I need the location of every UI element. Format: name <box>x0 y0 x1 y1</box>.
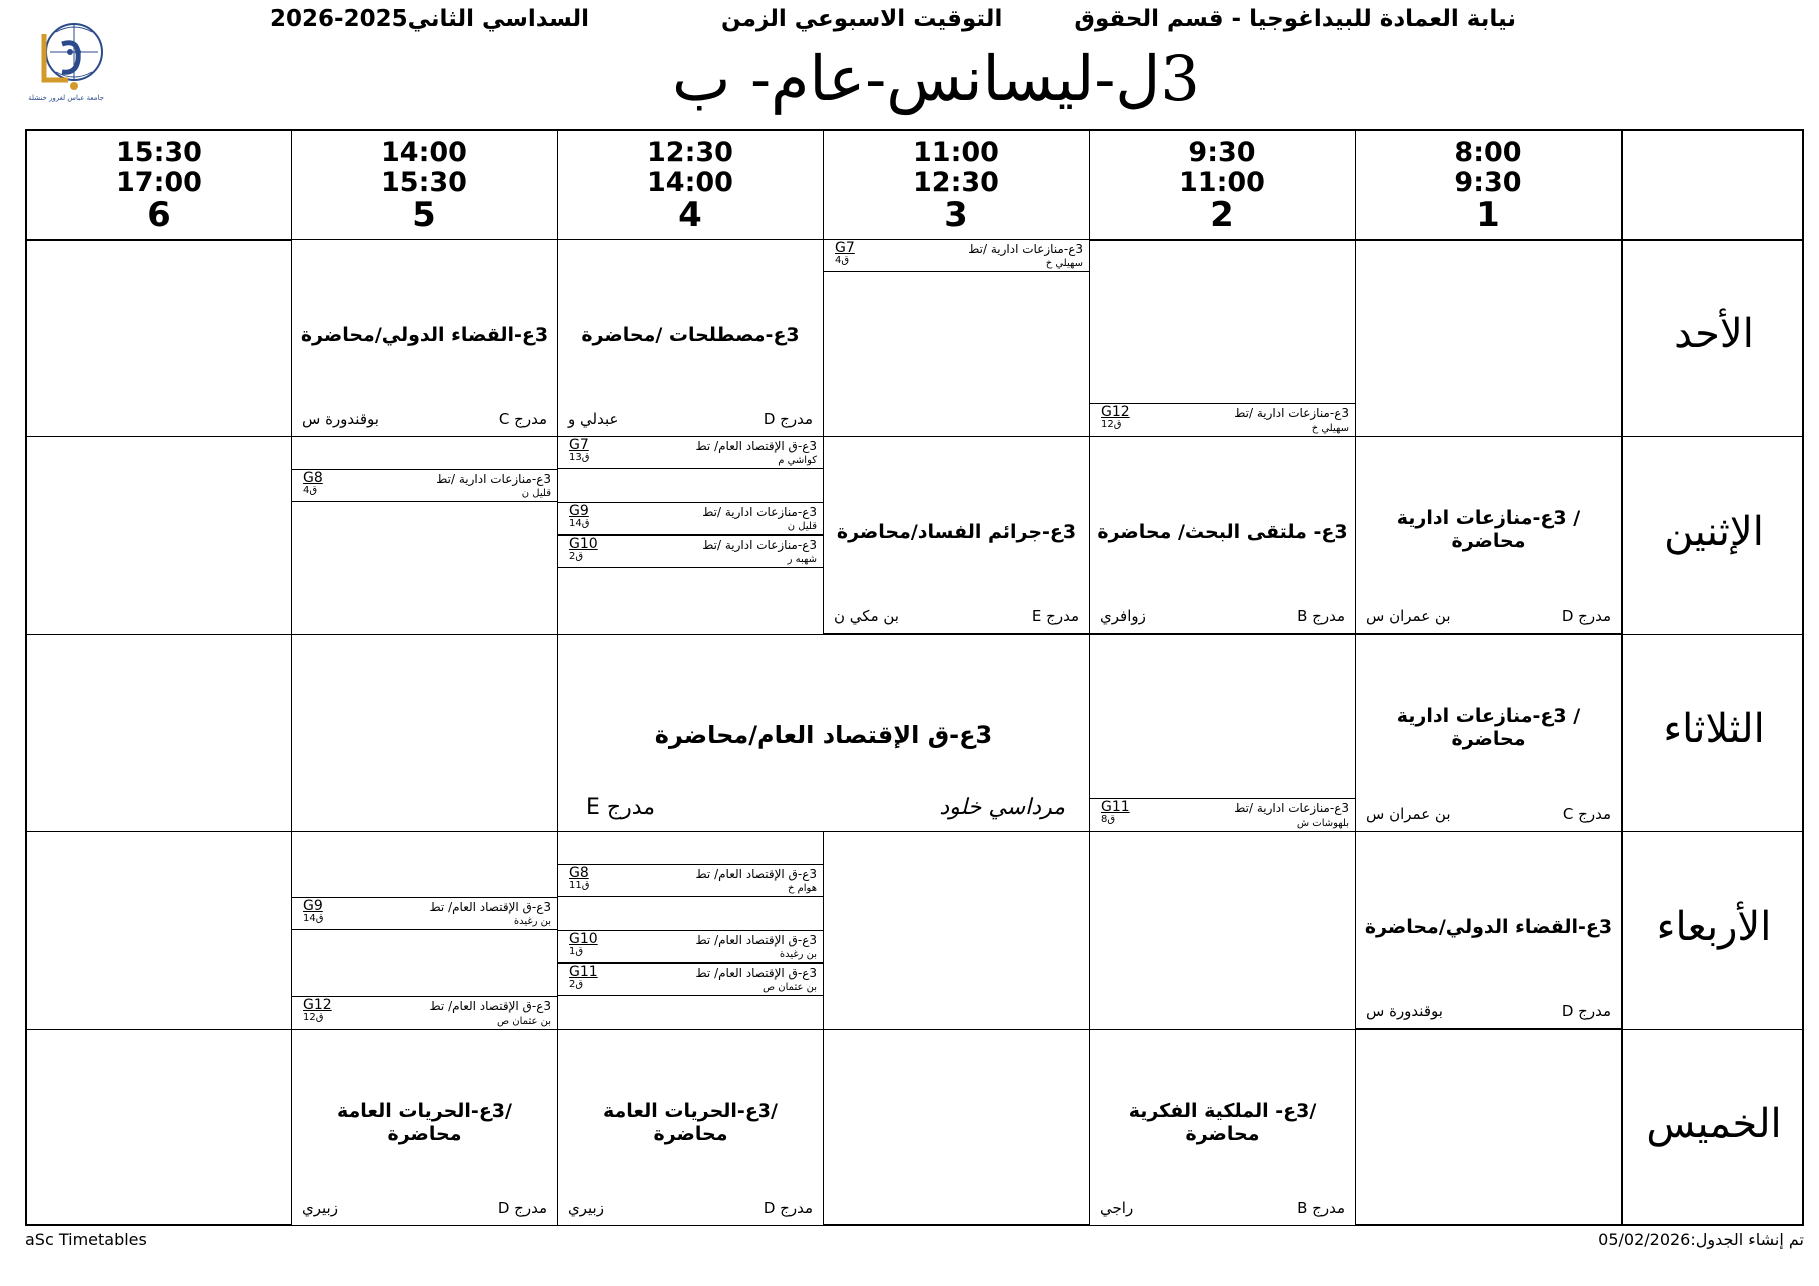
td-room: ق13 <box>569 452 590 463</box>
lecture-teacher: بن مكي ن <box>834 607 899 625</box>
period-end: 15:30 <box>381 167 467 198</box>
td-room: ق4 <box>303 485 318 496</box>
td-subject: 3ع-منازعات ادارية /تط <box>1234 801 1349 815</box>
university-logo <box>22 14 110 106</box>
period-header-2 <box>1089 131 1355 239</box>
td-room: ق8 <box>1101 814 1116 825</box>
logo-caption: جامعة عباس لغرور خنشلة <box>28 94 104 102</box>
lecture-cell[interactable] <box>291 1029 558 1226</box>
td-room: ق14 <box>303 913 324 924</box>
td-subject: 3ع-منازعات ادارية /تط <box>702 538 817 552</box>
td-subject: 3ع-منازعات ادارية /تط <box>436 472 551 486</box>
td-slot[interactable] <box>557 864 824 897</box>
lecture-room: مدرج D <box>1561 607 1611 625</box>
td-teacher: بن رغيدة <box>779 949 817 960</box>
period-start: 8:00 <box>1454 137 1522 168</box>
lecture-subject: 3ع- ملتقى البحث/ محاضرة <box>1097 521 1348 543</box>
td-group: G10 <box>569 931 598 947</box>
period-number: 3 <box>944 195 968 235</box>
lecture-room: مدرج B <box>1297 607 1345 625</box>
department-label: نيابة العمادة للبيداغوجيا - قسم الحقوق <box>1074 6 1516 32</box>
td-subject: 3ع-ق الإقتصاد العام/ تط <box>429 900 551 914</box>
lecture-cell[interactable] <box>823 436 1090 634</box>
td-subject: 3ع-منازعات ادارية /تط <box>968 242 1083 256</box>
td-teacher: قليل ن <box>787 521 817 532</box>
lecture-room: مدرج E <box>586 795 656 820</box>
td-teacher: بن عثمان ص <box>497 1016 551 1027</box>
td-slot[interactable] <box>291 469 558 502</box>
td-room: ق2 <box>569 551 584 562</box>
lecture-subject: / 3ع-منازعات ادارية محاضرة <box>1396 705 1581 750</box>
td-subject: 3ع-ق الإقتصاد العام/ تط <box>695 439 817 453</box>
lecture-subject: 3ع-مصطلحات /محاضرة <box>581 324 800 346</box>
lecture-room: مدرج D <box>497 1199 547 1217</box>
td-slot[interactable] <box>557 535 824 568</box>
td-subject: 3ع-ق الإقتصاد العام/ تط <box>429 999 551 1013</box>
lecture-subject: 3ع-جرائم الفساد/محاضرة <box>836 521 1077 543</box>
td-slot[interactable] <box>823 239 1090 272</box>
td-room: ق11 <box>569 880 590 891</box>
lecture-room: مدرج B <box>1297 1199 1345 1217</box>
period-start: 14:00 <box>381 137 467 168</box>
lecture-room: مدرج C <box>1562 805 1611 823</box>
td-slot[interactable] <box>1089 798 1356 832</box>
td-teacher: بن رغيدة <box>513 916 551 927</box>
td-slot[interactable] <box>557 963 824 996</box>
td-slot[interactable] <box>557 436 824 469</box>
lecture-room: مدرج C <box>498 410 547 428</box>
lecture-cell[interactable] <box>1355 831 1622 1029</box>
td-slot[interactable] <box>1089 403 1356 437</box>
td-group: G12 <box>303 997 332 1013</box>
period-header-3 <box>823 131 1089 239</box>
td-group: G7 <box>569 437 589 453</box>
td-slot[interactable] <box>291 996 558 1030</box>
day-label-thursday: الخميس <box>1646 1101 1782 1147</box>
day-label-tuesday: الثلاثاء <box>1663 706 1765 752</box>
td-teacher: شهبه ر <box>787 554 817 565</box>
td-room: ق12 <box>303 1012 324 1023</box>
lecture-cell[interactable] <box>1355 436 1622 634</box>
lecture-room: مدرج D <box>763 410 813 428</box>
lecture-cell[interactable] <box>1355 634 1622 832</box>
td-slot[interactable] <box>557 502 824 535</box>
lecture-subject: 3ع-القضاء الدولي/محاضرة <box>1364 916 1613 938</box>
period-number: 5 <box>412 195 436 235</box>
period-end: 12:30 <box>913 167 999 198</box>
period-start: 11:00 <box>913 137 999 168</box>
period-number: 2 <box>1210 195 1234 235</box>
day-label-wednesday: الأربعاء <box>1656 904 1772 950</box>
td-group: G12 <box>1101 404 1130 420</box>
lecture-subject: /3ع-الحريات العامة محاضرة <box>337 1100 512 1145</box>
period-start: 9:30 <box>1188 137 1256 168</box>
td-teacher: كواشي م <box>778 455 817 466</box>
created-date: 05/02/2026 <box>1598 1230 1691 1249</box>
td-slot[interactable] <box>291 897 558 930</box>
td-group: G8 <box>303 470 323 486</box>
period-end: 14:00 <box>647 167 733 198</box>
period-number: 1 <box>1476 195 1500 235</box>
period-header-5 <box>291 131 557 239</box>
lecture-subject: /3ع- الملكية الفكرية محاضرة <box>1128 1100 1317 1145</box>
lecture-teacher: بن عمران س <box>1366 805 1451 823</box>
td-slot[interactable] <box>557 930 824 963</box>
lecture-subject: / 3ع-منازعات ادارية محاضرة <box>1396 507 1581 552</box>
td-room: ق14 <box>569 518 590 529</box>
lecture-teacher: بوقندورة س <box>302 410 379 428</box>
lecture-cell-merged[interactable] <box>557 634 1090 832</box>
td-room: ق4 <box>835 255 850 266</box>
period-header-6 <box>27 131 291 239</box>
created-date-footer <box>1598 1230 1804 1249</box>
td-group: G11 <box>569 964 598 980</box>
lecture-room: مدرج D <box>763 1199 813 1217</box>
university-logo-emblem <box>22 14 110 106</box>
timetable-label: التوقيت الاسبوعي الزمن <box>721 6 1003 32</box>
td-subject: 3ع-ق الإقتصاد العام/ تط <box>695 933 817 947</box>
td-teacher: سهيلي خ <box>1311 423 1349 434</box>
lecture-teacher: زبيري <box>568 1199 604 1217</box>
td-subject: 3ع-ق الإقتصاد العام/ تط <box>695 867 817 881</box>
td-group: G8 <box>569 865 589 881</box>
lecture-cell[interactable] <box>291 239 558 437</box>
lecture-teacher: مرداسي خلود <box>939 795 1065 820</box>
lecture-teacher: زوافري <box>1100 607 1146 625</box>
period-end: 9:30 <box>1454 167 1522 198</box>
td-group: G11 <box>1101 799 1130 815</box>
td-group: G10 <box>569 536 598 552</box>
td-room: ق12 <box>1101 419 1122 430</box>
lecture-subject: /3ع-الحريات العامة محاضرة <box>603 1100 778 1145</box>
class-title: 3ل-ليسانس-عام- ب <box>672 42 1200 115</box>
period-number: 6 <box>147 195 171 235</box>
day-label-monday: الإثنين <box>1664 509 1764 555</box>
period-start: 15:30 <box>116 137 202 168</box>
td-teacher: قليل ن <box>521 488 551 499</box>
td-subject: 3ع-منازعات ادارية /تط <box>1234 406 1349 420</box>
td-subject: 3ع-منازعات ادارية /تط <box>702 505 817 519</box>
period-number: 4 <box>678 195 702 235</box>
lecture-teacher: بن عمران س <box>1366 607 1451 625</box>
semester-label: السداسي الثاني2025-2026 <box>270 6 590 32</box>
lecture-cell[interactable] <box>557 1029 824 1226</box>
generator-label: aSc Timetables <box>25 1230 147 1249</box>
td-teacher: هوام خ <box>787 883 817 894</box>
lecture-room: مدرج D <box>1561 1002 1611 1020</box>
lecture-teacher: راجي <box>1100 1199 1134 1217</box>
lecture-subject: 3ع-ق الإقتصاد العام/محاضرة <box>654 721 993 749</box>
lecture-teacher: بوقندورة س <box>1366 1002 1443 1020</box>
lecture-cell[interactable] <box>557 239 824 437</box>
period-start: 12:30 <box>647 137 733 168</box>
period-end: 11:00 <box>1179 167 1265 198</box>
lecture-teacher: زبيري <box>302 1199 338 1217</box>
td-group: G9 <box>569 503 589 519</box>
period-header-1 <box>1355 131 1621 239</box>
td-room: ق2 <box>569 979 584 990</box>
td-teacher: بن عثمان ص <box>763 982 817 993</box>
td-teacher: بلهوشات ش <box>1296 818 1349 829</box>
lecture-teacher: عبدلي و <box>568 410 619 428</box>
day-label-sunday: الأحد <box>1674 311 1754 357</box>
created-label: تم إنشاء الجدول: <box>1690 1230 1804 1249</box>
td-group: G9 <box>303 898 323 914</box>
period-header-4 <box>557 131 823 239</box>
period-end: 17:00 <box>116 167 202 198</box>
td-teacher: سهيلي خ <box>1045 258 1083 269</box>
timetable-grid <box>25 129 1804 1226</box>
lecture-cell[interactable] <box>1089 1029 1356 1226</box>
lecture-subject: 3ع-القضاء الدولي/محاضرة <box>300 324 549 346</box>
lecture-cell[interactable] <box>1089 436 1356 634</box>
td-group: G7 <box>835 240 855 256</box>
td-room: ق1 <box>569 946 584 957</box>
lecture-room: مدرج E <box>1031 607 1079 625</box>
td-subject: 3ع-ق الإقتصاد العام/ تط <box>695 966 817 980</box>
